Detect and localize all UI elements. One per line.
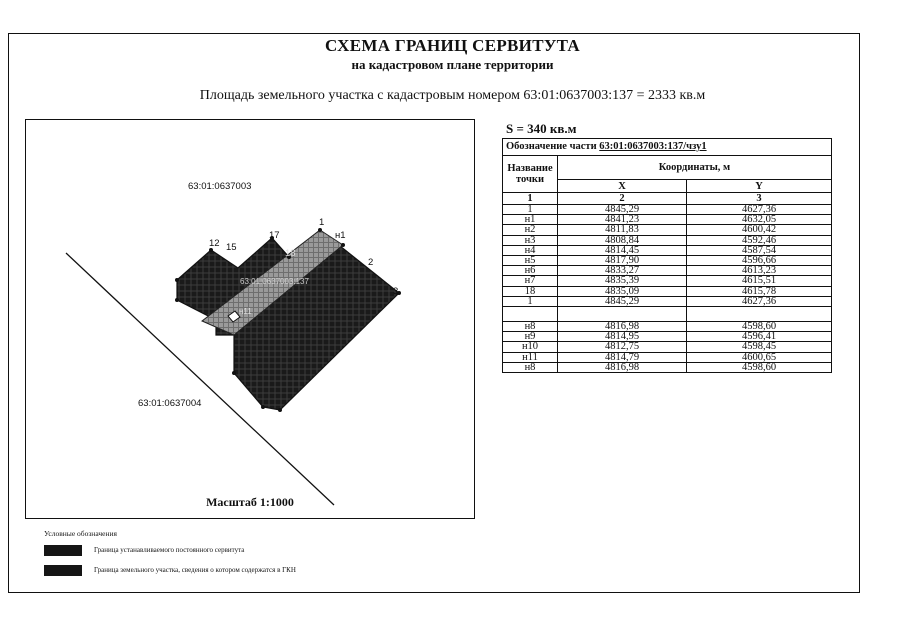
table-cell-name: н8 [503,322,558,332]
table-cell-name: н6 [503,266,558,276]
table-row [503,286,832,296]
page-subtitle: на кадастровом плане территории [351,57,554,72]
legend-title: Условные обозначения [44,529,117,538]
column-number-3: 3 [687,193,832,205]
table-row [503,256,832,266]
table-row [503,342,832,352]
table-cell-x: 4835,09 [558,286,687,296]
parcel-area-statement: Площадь земельного участка с кадастровым номером 63:01:0637003:137 = 2333 кв.м [199,88,706,103]
table-cell-y: 4627,36 [687,296,832,306]
legend-text: Граница земельного участка, сведения о котором содержатся в ГКН [94,566,296,574]
table-cell-y: 4615,78 [687,286,832,296]
table-row [503,276,832,286]
table-cell-y: 4632,05 [687,215,832,225]
table-cell-x: 4816,98 [558,362,687,372]
table-cell-y: 4596,66 [687,256,832,266]
vertex-marker [232,371,236,375]
table-cell-x: 4816,98 [558,322,687,332]
table-row [503,245,832,255]
header-x: X [558,180,687,193]
table-row [503,362,832,372]
cadastral-map [25,119,475,519]
table-cell-y: 4587,54 [687,245,832,255]
table-cell-x: 4812,75 [558,342,687,352]
map-scale: Масштаб 1:1000 [206,495,294,509]
table-cell-name: н5 [503,256,558,266]
table-cell-y: 4596,41 [687,332,832,342]
table-cell-y: 4600,65 [687,352,832,362]
table-cell-x: 4833,27 [558,266,687,276]
block-label-bottom: 63:01:0637004 [138,398,202,409]
table-row [503,332,832,342]
table-cell-name: н7 [503,276,558,286]
legend-swatch [44,545,82,556]
point-label-15: 15 [226,242,237,253]
table-cell-empty [558,307,687,322]
point-label-12: 12 [209,238,220,249]
vertex-marker [318,228,322,232]
table-cell-x: 4817,90 [558,256,687,266]
table-separator-row [503,307,832,322]
table-row [503,266,832,276]
table-cell-y: 4613,23 [687,266,832,276]
table-cell-name: н11 [503,352,558,362]
table-cell-y: 4627,36 [687,205,832,215]
point-label-17: 17 [269,230,280,241]
vertex-marker [175,278,179,282]
table-row [503,296,832,306]
map-drawing [26,120,474,518]
table-row [503,352,832,362]
point-label-n1: н1 [335,230,346,241]
page-title: СХЕМА ГРАНИЦ СЕРВИТУТА [325,36,580,55]
point-label-3: 3 [393,286,399,297]
column-number-1: 1 [503,193,558,205]
block-label-top: 63:01:0637003 [188,181,252,192]
coordinates-table [502,138,832,373]
vertex-marker [341,243,345,247]
table-cell-x: 4814,95 [558,332,687,342]
table-cell-y: 4592,46 [687,235,832,245]
designation-number: 63:01:0637003:137/чзу1 [599,141,707,152]
table-row [503,205,832,215]
table-cell-y: 4598,60 [687,362,832,372]
table-cell-x: 4814,45 [558,245,687,255]
table-cell-name: н4 [503,245,558,255]
designation-prefix: Обозначение части [506,141,597,152]
table-cell-name: н2 [503,225,558,235]
table-cell-empty [687,307,832,322]
table-cell-x: 4845,29 [558,296,687,306]
point-label-18: 18 [285,248,296,259]
table-row [503,225,832,235]
table-cell-x: 4814,79 [558,352,687,362]
table-cell-name: 1 [503,296,558,306]
table-cell-name: н9 [503,332,558,342]
point-label-2: 2 [368,257,374,268]
table-cell-y: 4615,51 [687,276,832,286]
table-row [503,235,832,245]
header-y: Y [687,180,832,193]
point-label-n11: н11 [239,307,252,316]
servitude-area: S = 340 кв.м [506,121,577,136]
table-cell-empty [503,307,558,322]
table-cell-x: 4811,83 [558,225,687,235]
designation-caption [503,139,832,156]
table-cell-y: 4598,60 [687,322,832,332]
table-cell-x: 4835,39 [558,276,687,286]
vertex-marker [175,298,179,302]
table-cell-name: 18 [503,286,558,296]
point-label-1: 1 [319,217,325,228]
table-cell-name: н1 [503,215,558,225]
column-number-2: 2 [558,193,687,205]
vertex-marker [278,408,282,412]
legend-text: Граница устанавливаемого постоянного сервитута [94,546,245,554]
header-point-name: Название точки [503,156,558,193]
table-cell-y: 4600,42 [687,225,832,235]
table-cell-name: н10 [503,342,558,352]
table-cell-y: 4598,45 [687,342,832,352]
table-cell-name: н8 [503,362,558,372]
vertex-marker [261,405,265,409]
table-cell-x: 4845,29 [558,205,687,215]
legend-swatch [44,565,82,576]
header-coordinates: Координаты, м [558,156,832,180]
table-cell-name: н3 [503,235,558,245]
table-cell-x: 4841,23 [558,215,687,225]
table-row [503,322,832,332]
table-cell-x: 4808,84 [558,235,687,245]
parcel-label: 63:01:0637003:137 [240,277,309,286]
table-cell-name: 1 [503,205,558,215]
table-row [503,215,832,225]
